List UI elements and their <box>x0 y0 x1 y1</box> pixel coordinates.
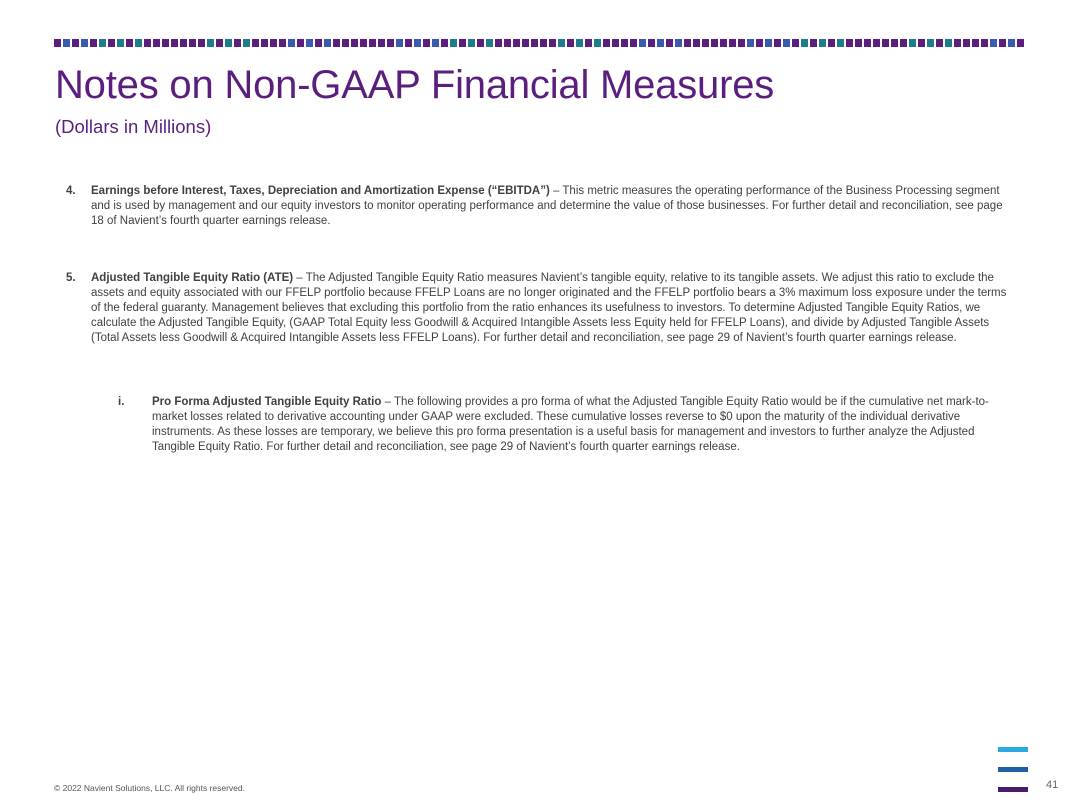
note-number: 5. <box>66 272 76 284</box>
note-text: – This metric measures the operating performance of the Business Processing segment and is used by management and our equity investors to monitor operating performance and determine the value of those businesses. For further detail and reconciliation, see page 18 of Navient’s fourth quarter earnings release. <box>91 185 1003 227</box>
top-bar-segment <box>180 39 187 47</box>
top-bar-segment <box>378 39 385 47</box>
top-bar-segment <box>783 39 790 47</box>
top-bar-segment <box>873 39 880 47</box>
top-bar-segment <box>90 39 97 47</box>
top-bar-segment <box>360 39 367 47</box>
top-bar-segment <box>999 39 1006 47</box>
top-bar-segment <box>612 39 619 47</box>
top-bar-segment <box>531 39 538 47</box>
page-subtitle: (Dollars in Millions) <box>55 116 212 137</box>
logo-bar-bottom <box>998 787 1028 792</box>
note-text: – The Adjusted Tangible Equity Ratio measures Navient’s tangible equity, relative to its tangible assets. We adjust this ratio to exclude the assets and equity associated with our FFELP portfolio because FFELP Loans are no longer originated and the FFELP portfolio bears a 3% maximum loss exposure under the terms of the federal guaranty. Management believes that excluding this portfolio from the ratio enhances its usefulness to investors. To determine Adjusted Tangible Equity Ratios, we calculate the Adjusted Tangible Equity, (GAAP Total Equity less Goodwill & Acquired Intangible Assets less Equity held for FFELP Loans), and divide by Adjusted Tangible Assets (Total Assets less Goodwill & Acquired Intangible Assets less FFELP Loans). For further detail and reconciliation, see page 29 of Navient’s fourth quarter earnings release. <box>91 272 1007 344</box>
top-bar-segment <box>954 39 961 47</box>
top-bar-segment <box>189 39 196 47</box>
top-bar-segment <box>909 39 916 47</box>
top-bar-segment <box>963 39 970 47</box>
top-bar-segment <box>315 39 322 47</box>
top-bar-segment <box>423 39 430 47</box>
top-bar-segment <box>837 39 844 47</box>
top-bar-segment <box>558 39 565 47</box>
top-bar-segment <box>972 39 979 47</box>
note-4 <box>66 184 1014 229</box>
top-bar-segment <box>846 39 853 47</box>
top-bar-segment <box>1017 39 1024 47</box>
top-bar-segment <box>387 39 394 47</box>
note-body <box>152 395 1014 455</box>
top-bar-segment <box>171 39 178 47</box>
top-bar-segment <box>144 39 151 47</box>
top-bar-segment <box>720 39 727 47</box>
top-bar-segment <box>261 39 268 47</box>
top-bar-segment <box>1008 39 1015 47</box>
top-bar-segment <box>270 39 277 47</box>
top-bar-segment <box>450 39 457 47</box>
top-bar-segment <box>693 39 700 47</box>
top-bar-segment <box>900 39 907 47</box>
top-bar-segment <box>513 39 520 47</box>
top-bar-segment <box>945 39 952 47</box>
note-number: 4. <box>66 185 76 197</box>
top-bar-segment <box>63 39 70 47</box>
top-bar-segment <box>54 39 61 47</box>
top-bar-segment <box>495 39 502 47</box>
top-bar-segment <box>702 39 709 47</box>
navient-logo-icon <box>998 747 1028 792</box>
top-bar-segment <box>477 39 484 47</box>
top-bar-segment <box>747 39 754 47</box>
decorative-top-bar <box>54 39 1027 47</box>
top-bar-segment <box>792 39 799 47</box>
top-bar-segment <box>234 39 241 47</box>
top-bar-segment <box>855 39 862 47</box>
page-number: 41 <box>1046 779 1059 791</box>
top-bar-segment <box>351 39 358 47</box>
note-text: – The following provides a pro forma of what the Adjusted Tangible Equity Ratio would be if the cumulative net mark-to-market losses related to derivative accounting under GAAP were excluded. These cumulative losses reverse to $0 upon the maturity of the individual derivative instruments. As these losses are temporary, we believe this pro forma presentation is a useful basis for management and investors to further analyze the Adjusted Tangible Equity Ratio. For further detail and reconciliation, see page 29 of Navient’s fourth quarter earnings release. <box>152 396 989 453</box>
top-bar-segment <box>72 39 79 47</box>
top-bar-segment <box>729 39 736 47</box>
note-heading: Adjusted Tangible Equity Ratio (ATE) <box>91 272 294 284</box>
top-bar-segment <box>486 39 493 47</box>
note-heading: Pro Forma Adjusted Tangible Equity Ratio <box>152 396 382 408</box>
top-bar-segment <box>819 39 826 47</box>
top-bar-segment <box>126 39 133 47</box>
top-bar-segment <box>414 39 421 47</box>
top-bar-segment <box>828 39 835 47</box>
top-bar-segment <box>981 39 988 47</box>
top-bar-segment <box>918 39 925 47</box>
top-bar-segment <box>252 39 259 47</box>
note-5-i <box>118 395 1014 455</box>
top-bar-segment <box>324 39 331 47</box>
top-bar-segment <box>432 39 439 47</box>
note-body <box>91 271 1014 346</box>
top-bar-segment <box>396 39 403 47</box>
top-bar-segment <box>621 39 628 47</box>
top-bar-segment <box>567 39 574 47</box>
top-bar-segment <box>243 39 250 47</box>
top-bar-segment <box>135 39 142 47</box>
note-5 <box>66 271 1014 346</box>
top-bar-segment <box>639 39 646 47</box>
top-bar-segment <box>306 39 313 47</box>
top-bar-segment <box>756 39 763 47</box>
top-bar-segment <box>441 39 448 47</box>
note-body <box>91 184 1014 229</box>
top-bar-segment <box>279 39 286 47</box>
top-bar-segment <box>675 39 682 47</box>
top-bar-segment <box>738 39 745 47</box>
top-bar-segment <box>468 39 475 47</box>
top-bar-segment <box>711 39 718 47</box>
top-bar-segment <box>990 39 997 47</box>
top-bar-segment <box>594 39 601 47</box>
top-bar-segment <box>108 39 115 47</box>
top-bar-segment <box>585 39 592 47</box>
top-bar-segment <box>540 39 547 47</box>
top-bar-segment <box>891 39 898 47</box>
top-bar-segment <box>216 39 223 47</box>
top-bar-segment <box>99 39 106 47</box>
top-bar-segment <box>522 39 529 47</box>
top-bar-segment <box>297 39 304 47</box>
logo-bar-middle <box>998 767 1028 772</box>
copyright-footer: © 2022 Navient Solutions, LLC. All rights reserved. <box>54 783 246 793</box>
top-bar-segment <box>648 39 655 47</box>
top-bar-segment <box>405 39 412 47</box>
note-heading: Earnings before Interest, Taxes, Depreciation and Amortization Expense (“EBITDA”) <box>91 185 550 197</box>
logo-bar-top <box>998 747 1028 752</box>
top-bar-segment <box>882 39 889 47</box>
top-bar-segment <box>774 39 781 47</box>
top-bar-segment <box>927 39 934 47</box>
note-number: i. <box>118 396 125 408</box>
top-bar-segment <box>225 39 232 47</box>
top-bar-segment <box>684 39 691 47</box>
top-bar-segment <box>864 39 871 47</box>
top-bar-segment <box>657 39 664 47</box>
top-bar-segment <box>801 39 808 47</box>
top-bar-segment <box>630 39 637 47</box>
top-bar-segment <box>162 39 169 47</box>
top-bar-segment <box>765 39 772 47</box>
top-bar-segment <box>198 39 205 47</box>
page-title: Notes on Non-GAAP Financial Measures <box>55 63 775 107</box>
top-bar-segment <box>936 39 943 47</box>
top-bar-segment <box>369 39 376 47</box>
top-bar-segment <box>333 39 340 47</box>
top-bar-segment <box>504 39 511 47</box>
top-bar-segment <box>153 39 160 47</box>
top-bar-segment <box>117 39 124 47</box>
top-bar-segment <box>288 39 295 47</box>
top-bar-segment <box>459 39 466 47</box>
top-bar-segment <box>207 39 214 47</box>
top-bar-segment <box>810 39 817 47</box>
top-bar-segment <box>666 39 673 47</box>
top-bar-segment <box>549 39 556 47</box>
top-bar-segment <box>81 39 88 47</box>
top-bar-segment <box>342 39 349 47</box>
top-bar-segment <box>603 39 610 47</box>
top-bar-segment <box>576 39 583 47</box>
